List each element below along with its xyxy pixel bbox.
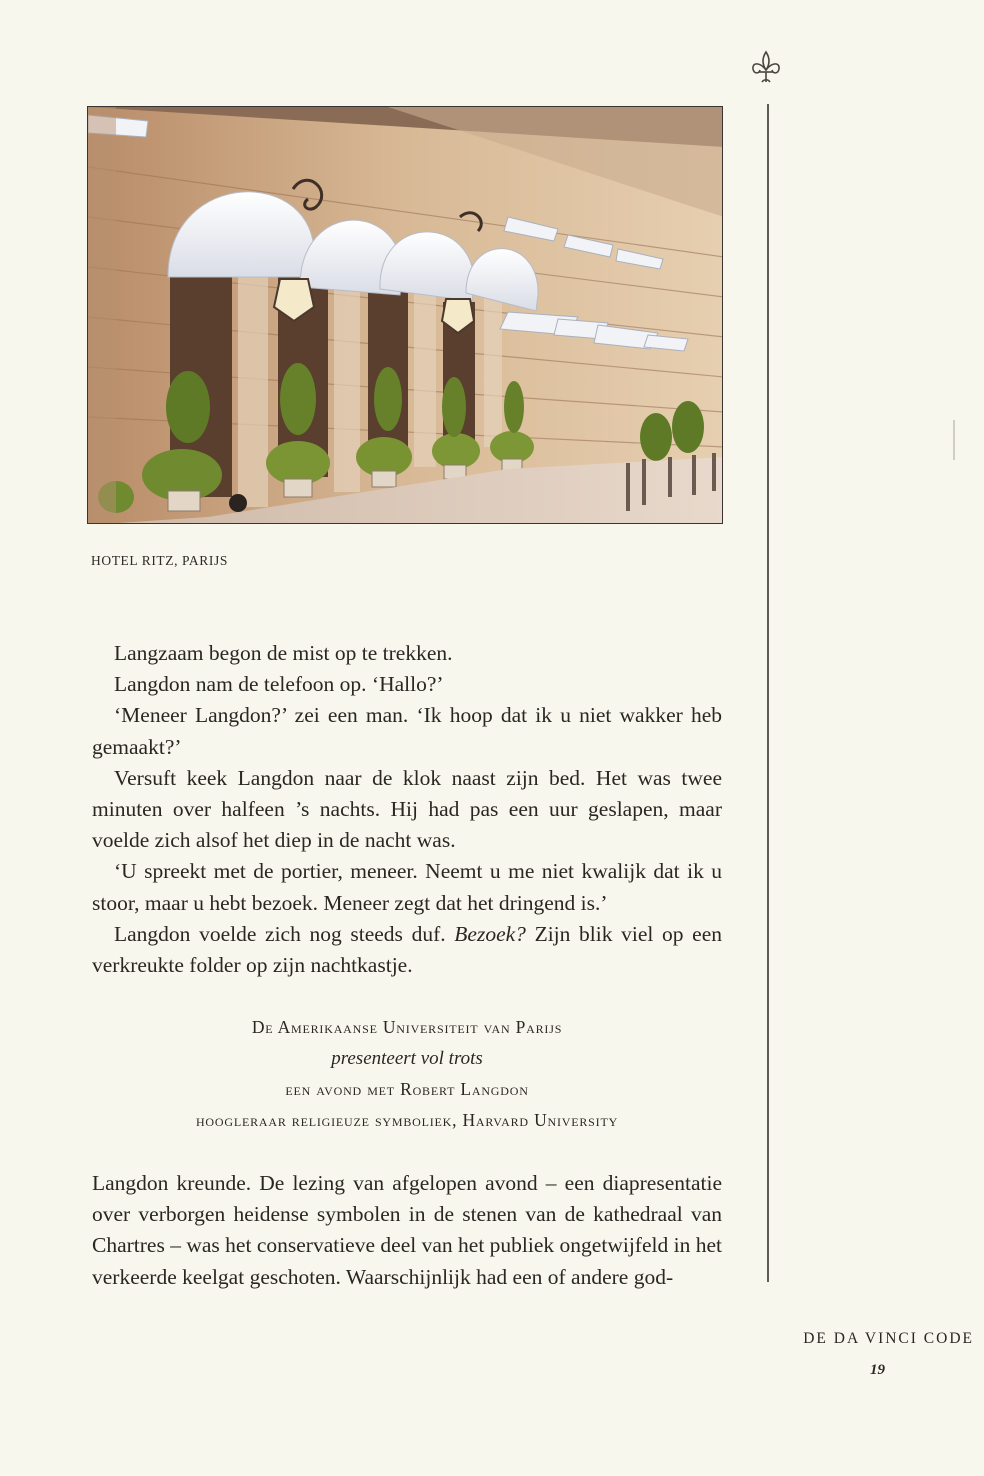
paragraph: Langzaam begon de mist op te trekken. [114,641,453,665]
body-text [92,638,722,981]
lecture-flyer [92,1012,722,1136]
continuation-text [92,1168,722,1293]
flyer-line: De Amerikaanse Universiteit van Parijs [251,1017,563,1037]
flyer-line: presenteert vol trots [331,1048,483,1069]
paragraph [92,919,722,981]
paragraph-text: Zijn blik viel op een verkreukte folder op zijn nachtkastje. [92,921,723,978]
fleur-de-lis-icon [748,48,784,88]
flyer-line: een avond met Robert Langdon [285,1079,529,1099]
emphasis-text: Bezoek? [454,921,526,946]
vertical-rule [767,104,769,1282]
paragraph: Langdon nam de telefoon op. ‘Hallo?’ [114,672,444,697]
paragraph: Langdon kreunde. De lezing van afgelopen avond – een diapresentatie over verborgen heidense symbolen in de stenen van de kathedraal van Chartres – was het conservatieve deel van het publiek ongetwijfeld in het verkeerde keelgat geschoten. Waarschijnlijk had een of andere god- [92,1171,722,1289]
paragraph-text: Langdon voelde zich nog steeds duf. [114,921,446,946]
hotel-ritz-photo [87,106,723,524]
page-number: 19 [870,1362,885,1378]
paragraph: Versuft keek Langdon naar de klok naast zijn bed. Het was twee minuten over halfeen ’s nachts. Hij had pas een uur geslapen, maar voelde zich alsof het diep in de nacht was. [92,765,722,853]
running-footer-title: DE DA VINCI CODE [803,1330,974,1347]
paragraph: ‘U spreekt met de portier, meneer. Neemt u me niet kwalijk dat ik u stoor, maar u hebt bezoek. Meneer zegt dat het dringend is.’ [92,859,722,915]
margin-mark [953,420,955,460]
paragraph: ‘Meneer Langdon?’ zei een man. ‘Ik hoop dat ik u niet wakker heb gemaakt?’ [92,703,722,759]
photo-caption: HOTEL RITZ, PARIJS [91,553,228,568]
flyer-line: hoogleraar religieuze symboliek, Harvard University [195,1110,619,1130]
